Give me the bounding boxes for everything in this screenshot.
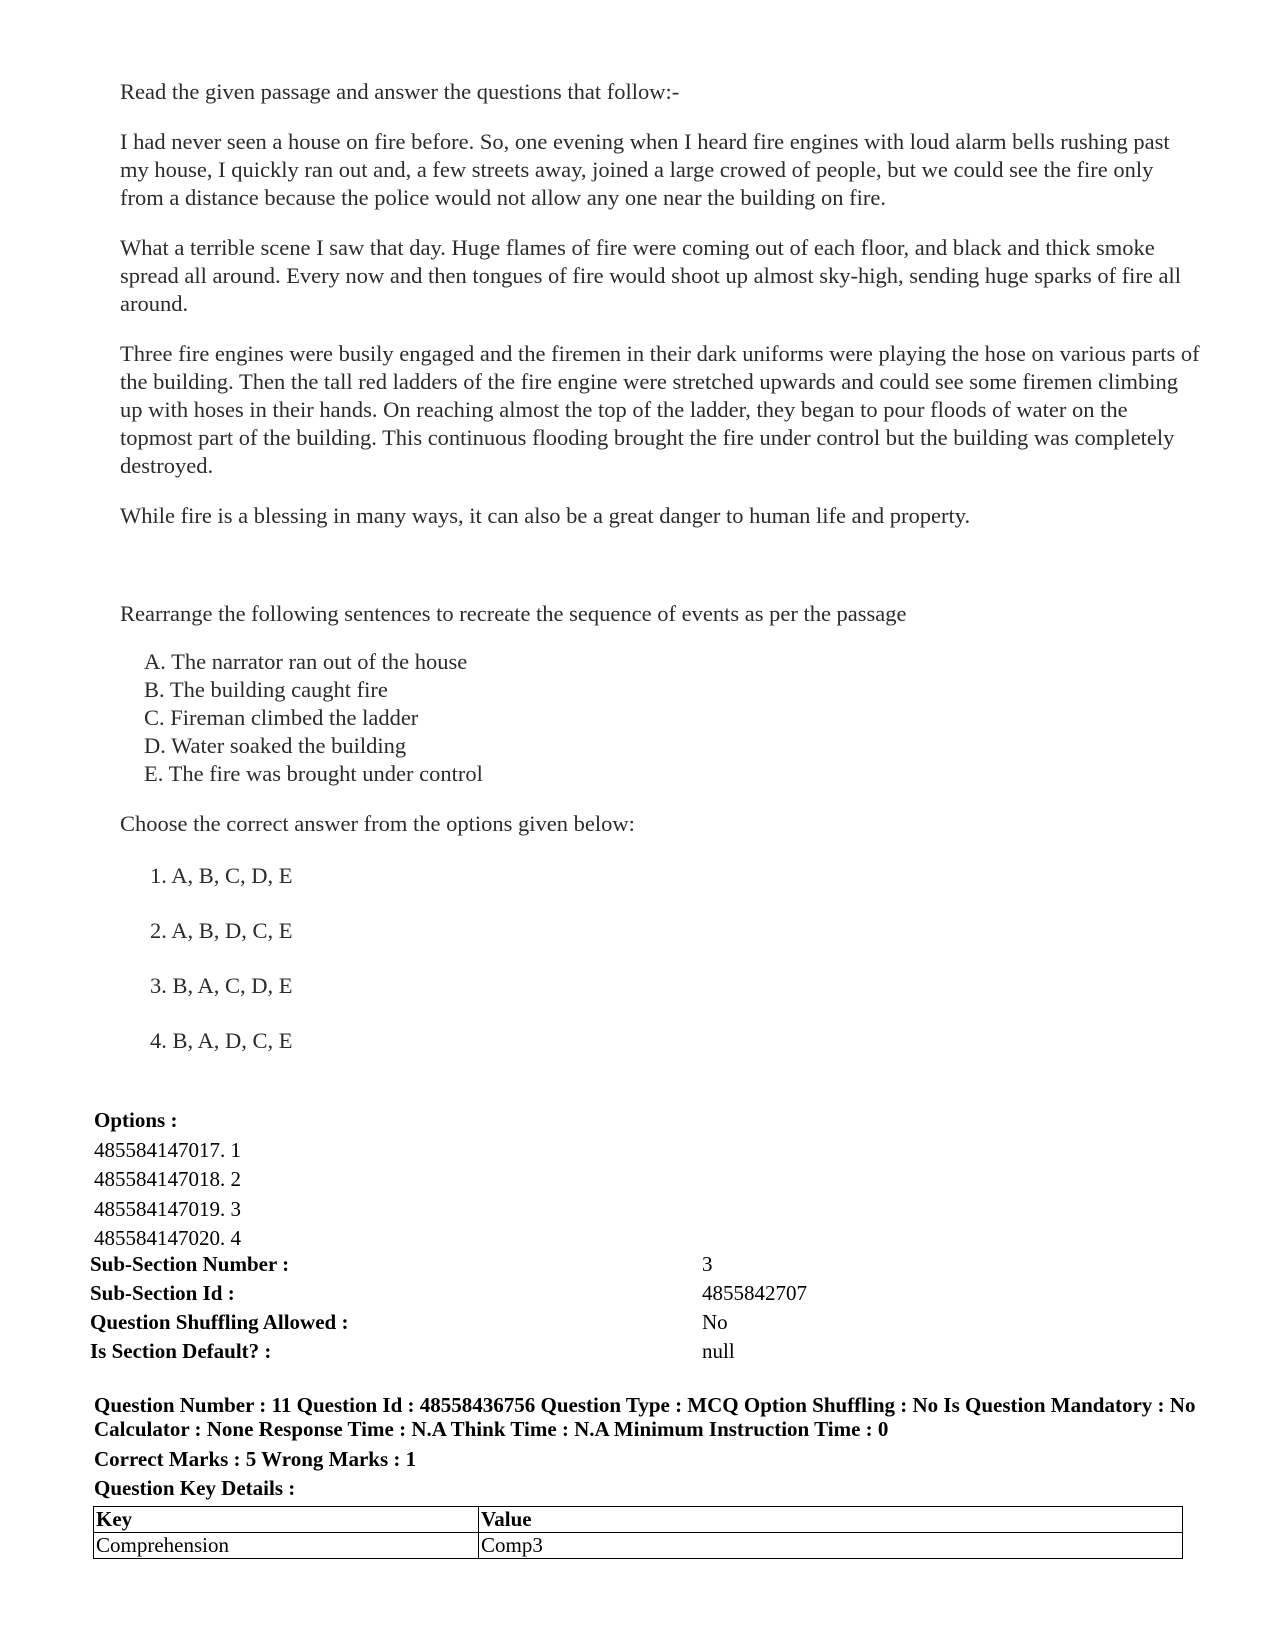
key-details-table: [93, 1506, 1183, 1559]
answer-choice: 2. A, B, D, C, E: [150, 918, 293, 943]
subsection-value: No: [702, 1310, 728, 1334]
subsection-value: null: [702, 1339, 735, 1363]
table-cell-key: Comprehension: [94, 1533, 479, 1559]
question-prompt: Rearrange the following sentences to recreate the sequence of events as per the passage: [120, 601, 907, 626]
table-header-value: Value: [479, 1507, 1183, 1533]
sentence-item: A. The narrator ran out of the house: [144, 649, 468, 674]
sentence-item: E. The fire was brought under control: [144, 761, 483, 786]
option-id: 485584147019. 3: [94, 1196, 241, 1221]
subsection-key: Sub-Section Id :: [90, 1281, 235, 1305]
marks-line: Correct Marks : 5 Wrong Marks : 1: [94, 1447, 417, 1471]
subsection-row: [90, 1279, 1190, 1308]
choose-instruction: Choose the correct answer from the options given below:: [120, 811, 635, 836]
subsection-key: Sub-Section Number :: [90, 1252, 290, 1276]
subsection-value: 4855842707: [702, 1281, 807, 1305]
question-info: [94, 1393, 1204, 1503]
subsection-value: 3: [702, 1252, 713, 1276]
sentence-item: C. Fireman climbed the ladder: [144, 705, 419, 730]
subsection-key: Is Section Default? :: [90, 1339, 272, 1363]
table-row: [94, 1533, 1183, 1559]
key-details-heading: Question Key Details :: [94, 1476, 296, 1500]
option-id: 485584147018. 2: [94, 1167, 241, 1191]
subsection-row: [90, 1337, 1190, 1366]
passage-paragraph: What a terrible scene I saw that day. Huge flames of fire were coming out of each floor, and black and thick smoke spread all around. Every now and then tongues of fire would shoot up almost sky-high, sending huge sparks of fire all around.: [120, 235, 1182, 316]
subsection-info: [90, 1250, 1190, 1366]
subsection-row: [90, 1308, 1190, 1337]
answer-choice: 4. B, A, D, C, E: [150, 1028, 293, 1053]
option-id: 485584147017. 1: [94, 1137, 241, 1162]
sentence-item: B. The building caught fire: [144, 677, 388, 702]
subsection-row: [90, 1250, 1190, 1279]
table-header-row: [94, 1507, 1183, 1533]
options-block: [94, 1106, 241, 1254]
option-id: 485584147020. 4: [94, 1226, 241, 1250]
table-cell-value: Comp3: [479, 1533, 1183, 1559]
answer-choice-list: [150, 862, 1200, 1055]
sentence-list: [144, 648, 1200, 788]
subsection-key: Question Shuffling Allowed :: [90, 1310, 349, 1334]
passage-paragraph: While fire is a blessing in many ways, it can also be a great danger to human life and property.: [120, 503, 971, 528]
answer-choice: 3. B, A, C, D, E: [150, 973, 293, 998]
question-meta-line: Question Number : 11 Question Id : 48558436756 Question Type : MCQ Option Shuffling : No Is Question Mandatory : No Calculator : None Response Time : N.A Think Time : N.A Minimum Instruction Time : 0: [94, 1393, 1196, 1441]
passage-paragraph: I had never seen a house on fire before. So, one evening when I heard fire engines with loud alarm bells rushing past my house, I quickly ran out and, a few streets away, joined a large crowed of people, but we could see the fire only from a distance because the police would not allow any one near the building on fire.: [120, 129, 1170, 210]
answer-choice: 1. A, B, C, D, E: [150, 863, 293, 888]
passage-image: [120, 78, 1200, 1055]
options-heading: Options :: [94, 1108, 178, 1132]
passage-paragraph: Three fire engines were busily engaged and the firemen in their dark uniforms were playing the hose on various parts of the building. Then the tall red ladders of the fire engine were stretched upwards and could see some firemen climbing up with hoses in their hands. On reaching almost the top of the ladder, they began to pour floods of water on the topmost part of the building. This continuous flooding brought the fire under control but the building was completely destroyed.: [120, 341, 1200, 478]
table-header-key: Key: [94, 1507, 479, 1533]
passage-instruction: Read the given passage and answer the questions that follow:-: [120, 79, 680, 104]
sentence-item: D. Water soaked the building: [144, 733, 407, 758]
